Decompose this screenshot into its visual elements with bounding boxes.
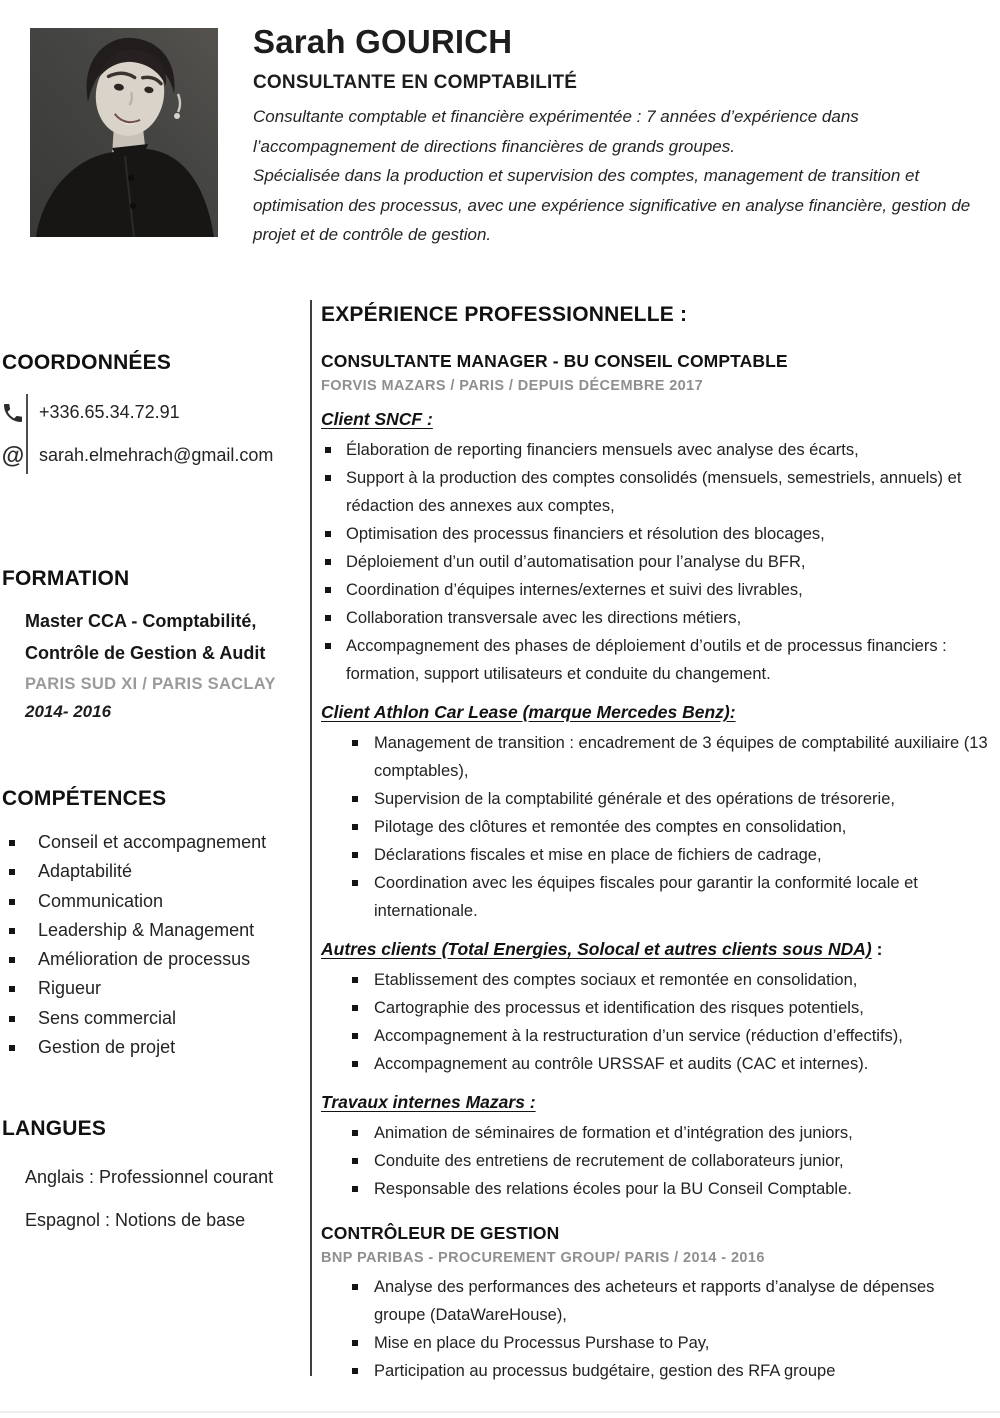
- square-bullet-icon: [9, 986, 15, 992]
- languages-list: [2, 1165, 304, 1232]
- square-bullet-icon: [352, 880, 358, 886]
- autres-group-heading: Autres clients (Total Energies, Solocal et autres clients sous NDA) :: [321, 939, 883, 959]
- square-bullet-icon: [9, 840, 15, 846]
- section-experience: [321, 302, 989, 1385]
- language-item: Anglais : Professionnel courant: [25, 1167, 274, 1187]
- square-bullet-icon: [352, 1130, 358, 1136]
- column-divider-line: [310, 300, 312, 1376]
- profile-photo: [30, 28, 218, 237]
- job2-title: CONTRÔLEUR DE GESTION: [321, 1223, 560, 1243]
- email-row: [1, 434, 304, 477]
- square-bullet-icon: [352, 1033, 358, 1039]
- job2-company-location-dates: BNP PARIBAS - PROCUREMENT GROUP/ PARIS / 2014 - 2016: [321, 1250, 765, 1266]
- square-bullet-icon: [325, 447, 331, 453]
- bullet-text: Cartographie des processus et identification des risques potentiels,: [374, 999, 864, 1017]
- bullet-text: Support à la production des comptes consolidés (mensuels, semestriels, annuels) et rédaction des annexes aux comptes,: [346, 469, 962, 515]
- bullet-item: [321, 729, 989, 785]
- internes-bullet-list: [321, 1119, 989, 1203]
- autres-bullet-list: [321, 966, 989, 1078]
- skill-label: Conseil et accompagnement: [38, 832, 267, 852]
- profile-photo-image: [30, 28, 218, 237]
- summary-paragraph-1: Consultante comptable et financière expérimentée : 7 années d’expérience dans l’accompagnement de directions financières de grands groupes.: [253, 107, 859, 156]
- school-name: PARIS SUD XI / PARIS SACLAY: [25, 675, 276, 693]
- bullet-text: Coordination avec les équipes fiscales pour garantir la conformité locale et internationale.: [374, 874, 918, 920]
- job-entry-1: [321, 350, 989, 1203]
- square-bullet-icon: [325, 559, 331, 565]
- bullet-item: [321, 1273, 989, 1329]
- education-years: 2014- 2016: [25, 702, 112, 721]
- athlon-bullet-list: [321, 729, 989, 925]
- square-bullet-icon: [325, 531, 331, 537]
- job-entry-2: [321, 1222, 989, 1385]
- bullet-text: Coordination d’équipes internes/externes et suivi des livrables,: [346, 581, 803, 599]
- at-icon: @: [1, 442, 25, 468]
- bullet-text: Conduite des entretiens de recrutement de collaborateurs junior,: [374, 1152, 844, 1170]
- candidate-name: Sarah GOURICH: [253, 23, 513, 60]
- bullet-text: Mise en place du Processus Purshase to Pay,: [374, 1334, 710, 1352]
- square-bullet-icon: [325, 475, 331, 481]
- job1-title: CONSULTANTE MANAGER - BU CONSEIL COMPTABLE: [321, 351, 788, 371]
- bullet-text: Accompagnement à la restructuration d’un service (réduction d’effectifs),: [374, 1027, 903, 1045]
- skill-label: Sens commercial: [38, 1007, 177, 1028]
- bullet-text: Déploiement d’un outil d’automatisation pour l’analyse du BFR,: [346, 553, 806, 571]
- bullet-text: Collaboration transversale avec les directions métiers,: [346, 609, 742, 627]
- skill-item: [2, 916, 304, 945]
- square-bullet-icon: [352, 1284, 358, 1290]
- square-bullet-icon: [352, 1340, 358, 1346]
- section-competences: [2, 786, 304, 1062]
- bullet-text: Élaboration de reporting financiers mensuels avec analyse des écarts,: [346, 441, 859, 459]
- bullet-item: [321, 520, 989, 548]
- phone-icon: [0, 400, 26, 426]
- bullet-item: [321, 966, 989, 994]
- bullet-item: [321, 1175, 989, 1203]
- client-group-athlon: [321, 701, 989, 925]
- bullet-text: Management de transition : encadrement de 3 équipes de comptabilité auxiliaire (13 comptables),: [374, 734, 988, 780]
- client-group-autres: [321, 938, 989, 1078]
- competences-heading: COMPÉTENCES: [2, 787, 167, 810]
- square-bullet-icon: [352, 852, 358, 858]
- skill-item: [2, 857, 304, 886]
- bullet-item: [321, 994, 989, 1022]
- profile-summary: [253, 102, 971, 250]
- square-bullet-icon: [352, 977, 358, 983]
- skills-list: [2, 828, 304, 1062]
- bullet-item: [321, 1050, 989, 1078]
- summary-paragraph-2: Spécialisée dans la production et supervision des comptes, management de transition et optimisation des processus, avec une expérience significative en analyse financière, gestion de projet et de contrôle de gestion.: [253, 166, 971, 244]
- square-bullet-icon: [9, 899, 15, 905]
- bullet-text: Animation de séminaires de formation et d’intégration des juniors,: [374, 1124, 853, 1142]
- bullet-item: [321, 869, 989, 925]
- experience-heading: EXPÉRIENCE PROFESSIONNELLE :: [321, 303, 688, 326]
- bullet-item: [321, 1147, 989, 1175]
- bullet-item: [321, 813, 989, 841]
- bullet-item: [321, 548, 989, 576]
- autres-heading-colon: :: [871, 939, 883, 959]
- client-group-internes: [321, 1091, 989, 1203]
- square-bullet-icon: [352, 1061, 358, 1067]
- bullet-item: [321, 464, 989, 520]
- bullet-text: Etablissement des comptes sociaux et remontée en consolidation,: [374, 971, 858, 989]
- square-bullet-icon: [352, 824, 358, 830]
- square-bullet-icon: [352, 796, 358, 802]
- skill-item: [2, 974, 304, 1003]
- skill-item: [2, 887, 304, 916]
- skill-label: Gestion de projet: [38, 1037, 176, 1058]
- job2-bullet-list: [321, 1273, 989, 1385]
- bullet-text: Analyse des performances des acheteurs et rapports d’analyse de dépenses groupe (DataWareHouse),: [374, 1278, 935, 1324]
- bullet-item: [321, 1329, 989, 1357]
- education-entry: [2, 606, 304, 724]
- square-bullet-icon: [9, 957, 15, 963]
- bullet-item: [321, 632, 989, 688]
- client-group-sncf: [321, 408, 989, 688]
- square-bullet-icon: [9, 1016, 15, 1022]
- degree-line-2: Contrôle de Gestion & Audit: [25, 642, 266, 663]
- square-bullet-icon: [9, 869, 15, 875]
- section-formation: [2, 566, 304, 724]
- bullet-text: Optimisation des processus financiers et résolution des blocages,: [346, 525, 825, 543]
- header: [253, 22, 971, 250]
- language-item: Espagnol : Notions de base: [25, 1210, 246, 1230]
- internes-group-heading: Travaux internes Mazars :: [321, 1092, 536, 1112]
- skill-item: [2, 945, 304, 974]
- bullet-item: [321, 841, 989, 869]
- square-bullet-icon: [352, 1005, 358, 1011]
- square-bullet-icon: [9, 1045, 15, 1051]
- square-bullet-icon: [352, 740, 358, 746]
- section-coordonnees: [2, 350, 304, 477]
- langues-heading: LANGUES: [2, 1117, 107, 1140]
- job1-company-location-dates: FORVIS MAZARS / PARIS / DEPUIS DÉCEMBRE 2017: [321, 378, 704, 394]
- bullet-text: Déclarations fiscales et mise en place de fichiers de cadrage,: [374, 846, 822, 864]
- square-bullet-icon: [352, 1158, 358, 1164]
- square-bullet-icon: [325, 587, 331, 593]
- bullet-item: [321, 785, 989, 813]
- bullet-text: Accompagnement au contrôle URSSAF et audits (CAC et internes).: [374, 1055, 869, 1073]
- bullet-item: [321, 1119, 989, 1147]
- bullet-text: Participation au processus budgétaire, gestion des RFA groupe: [374, 1362, 836, 1380]
- bullet-item: [321, 436, 989, 464]
- square-bullet-icon: [352, 1368, 358, 1374]
- square-bullet-icon: [325, 643, 331, 649]
- square-bullet-icon: [325, 615, 331, 621]
- contact-divider-line: [26, 394, 28, 474]
- skill-item: [2, 1004, 304, 1033]
- phone-row: [39, 391, 304, 434]
- skill-label: Adaptabilité: [38, 861, 133, 882]
- skill-item: [2, 828, 304, 857]
- bullet-item: [321, 1357, 989, 1385]
- square-bullet-icon: [352, 1186, 358, 1192]
- sncf-group-heading: Client SNCF :: [321, 409, 433, 429]
- sncf-bullet-list: [321, 436, 989, 688]
- bullet-text: Accompagnement des phases de déploiement d’outils et de processus financiers : formation, support utilisateurs et conduite du changement.: [346, 637, 947, 683]
- contact-block: [2, 391, 304, 477]
- skill-item: [2, 1033, 304, 1062]
- coordonnees-heading: COORDONNÉES: [2, 351, 172, 374]
- skill-label: Amélioration de processus: [38, 949, 251, 970]
- square-bullet-icon: [9, 928, 15, 934]
- bullet-item: [321, 1022, 989, 1050]
- athlon-group-heading: Client Athlon Car Lease (marque Mercedes Benz):: [321, 702, 736, 722]
- bullet-text: Supervision de la comptabilité générale et des opérations de trésorerie,: [374, 790, 895, 808]
- skill-label: Communication: [38, 890, 164, 911]
- bullet-item: [321, 576, 989, 604]
- email-address: sarah.elmehrach@gmail.com: [39, 445, 274, 465]
- skill-label: Leadership & Management: [38, 919, 255, 940]
- page-bottom-rule: [0, 1411, 1000, 1413]
- skill-label: Rigueur: [38, 978, 102, 999]
- candidate-title: CONSULTANTE EN COMPTABILITÉ: [253, 72, 578, 93]
- section-langues: [2, 1116, 304, 1232]
- bullet-item: [321, 604, 989, 632]
- formation-heading: FORMATION: [2, 567, 130, 590]
- bullet-text: Responsable des relations écoles pour la BU Conseil Comptable.: [374, 1180, 852, 1198]
- bullet-text: Pilotage des clôtures et remontée des comptes en consolidation,: [374, 818, 847, 836]
- degree-line-1: Master CCA - Comptabilité,: [25, 611, 257, 631]
- phone-number: +336.65.34.72.91: [39, 402, 180, 422]
